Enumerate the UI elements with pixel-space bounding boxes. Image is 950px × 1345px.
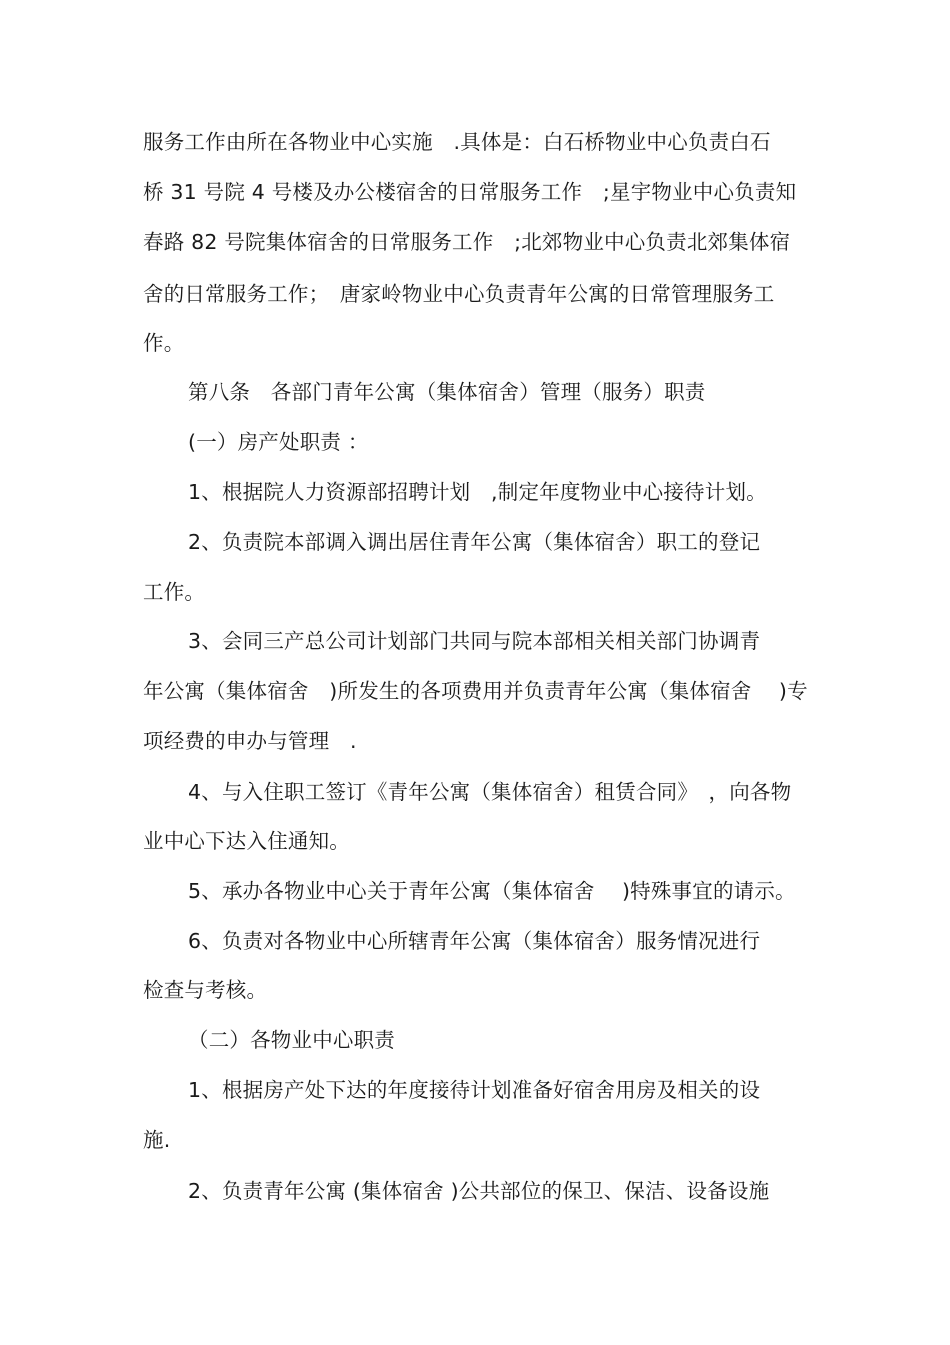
list-item-continuation: 业中心下达入住通知。: [143, 829, 350, 853]
list-item-continuation: 项经费的申办与管理 .: [143, 729, 357, 753]
list-item-continuation: 检查与考核。: [143, 978, 268, 1002]
body-text-line: 春路 82 号院集体宿舍的日常服务工作 ;北郊物业中心负责北郊集体宿: [143, 230, 791, 254]
list-item: 5、承办各物业中心关于青年公寓（集体宿舍 )特殊事宜的请示。: [188, 879, 796, 903]
list-item-continuation: 施.: [143, 1128, 171, 1152]
list-item: 1、根据房产处下达的年度接待计划准备好宿舍用房及相关的设: [188, 1078, 761, 1102]
article-heading: 第八条 各部门青年公寓（集体宿舍）管理（服务）职责: [188, 380, 706, 404]
list-item: 2、负责院本部调入调出居住青年公寓（集体宿舍）职工的登记: [188, 530, 761, 554]
list-item: 6、负责对各物业中心所辖青年公寓（集体宿舍）服务情况进行: [188, 929, 761, 953]
section-heading: (一）房产处职责 ：: [188, 430, 369, 454]
body-text-line: 舍的日常服务工作； 唐家岭物业中心负责青年公寓的日常管理服务工: [143, 282, 775, 306]
list-item: 1、根据院人力资源部招聘计划 ,制定年度物业中心接待计划。: [188, 480, 767, 504]
body-text-line: 服务工作由所在各物业中心实施 .具体是：白石桥物业中心负责白石: [143, 130, 771, 154]
list-item: 4、与入住职工签订《青年公寓（集体宿舍）租赁合同》 ，向各物: [188, 780, 792, 804]
list-item-continuation: 年公寓（集体宿舍 )所发生的各项费用并负责青年公寓（集体宿舍 )专: [143, 679, 808, 703]
list-item: 2、负责青年公寓 (集体宿舍 )公共部位的保卫、保洁、设备设施: [188, 1179, 770, 1203]
list-item: 3、会同三产总公司计划部门共同与院本部相关相关部门协调青: [188, 629, 761, 653]
list-item-continuation: 工作。: [143, 580, 206, 604]
body-text-line: 作。: [143, 331, 185, 355]
body-text-line: 桥 31 号院 4 号楼及办公楼宿舍的日常服务工作 ;星宇物业中心负责知: [143, 180, 797, 204]
section-heading: （二）各物业中心职责: [188, 1028, 395, 1052]
